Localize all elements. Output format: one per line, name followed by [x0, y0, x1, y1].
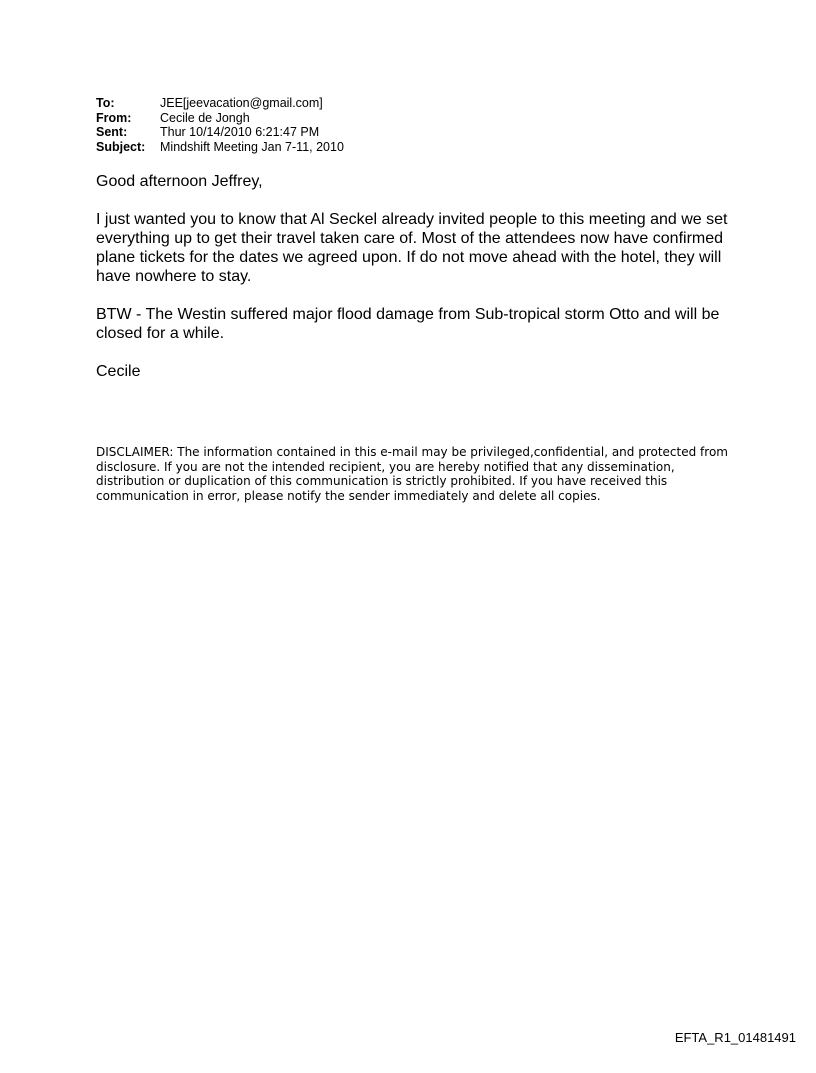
from-label: From:: [96, 110, 132, 125]
sent-row: [96, 125, 344, 140]
subject-row: [96, 140, 344, 155]
disclaimer: DISCLAIMER: The information contained in this e-mail may be privileged,confidential, and protected from disclosure. If you are not the intended recipient, you are hereby notified that any dissemination, distribution or duplication of this communication is strictly prohibited. If you have received this communication in error, please notify the sender immediately and delete all copies.: [96, 445, 728, 503]
from-row: [96, 111, 344, 126]
to-label: To:: [96, 96, 115, 110]
body-paragraph-2: BTW - The Westin suffered major flood damage from Sub-tropical storm Otto and will be closed for a while.: [96, 306, 720, 342]
greeting: Good afternoon Jeffrey,: [96, 173, 263, 190]
email-header: [96, 96, 344, 154]
to-row: [96, 96, 344, 111]
body-paragraph-1: I just wanted you to know that Al Seckel already invited people to this meeting and we set everything up to get their travel taken care of. Most of the attendees now have confirmed plane tickets for the dates we agreed upon. If do not move ahead with the hotel, they will have nowhere to stay.: [96, 211, 728, 285]
sent-value: Thur 10/14/2010 6:21:47 PM: [160, 125, 320, 139]
email-body: [96, 172, 736, 400]
sent-label: Sent:: [96, 125, 128, 139]
signature: Cecile: [96, 363, 141, 380]
subject-value: Mindshift Meeting Jan 7-11, 2010: [160, 139, 344, 154]
subject-label: Subject:: [96, 139, 146, 154]
document-id: EFTA_R1_01481491: [674, 1030, 796, 1045]
to-value: JEE[jeevacation@gmail.com]: [160, 96, 323, 110]
from-value: Cecile de Jongh: [160, 110, 250, 125]
